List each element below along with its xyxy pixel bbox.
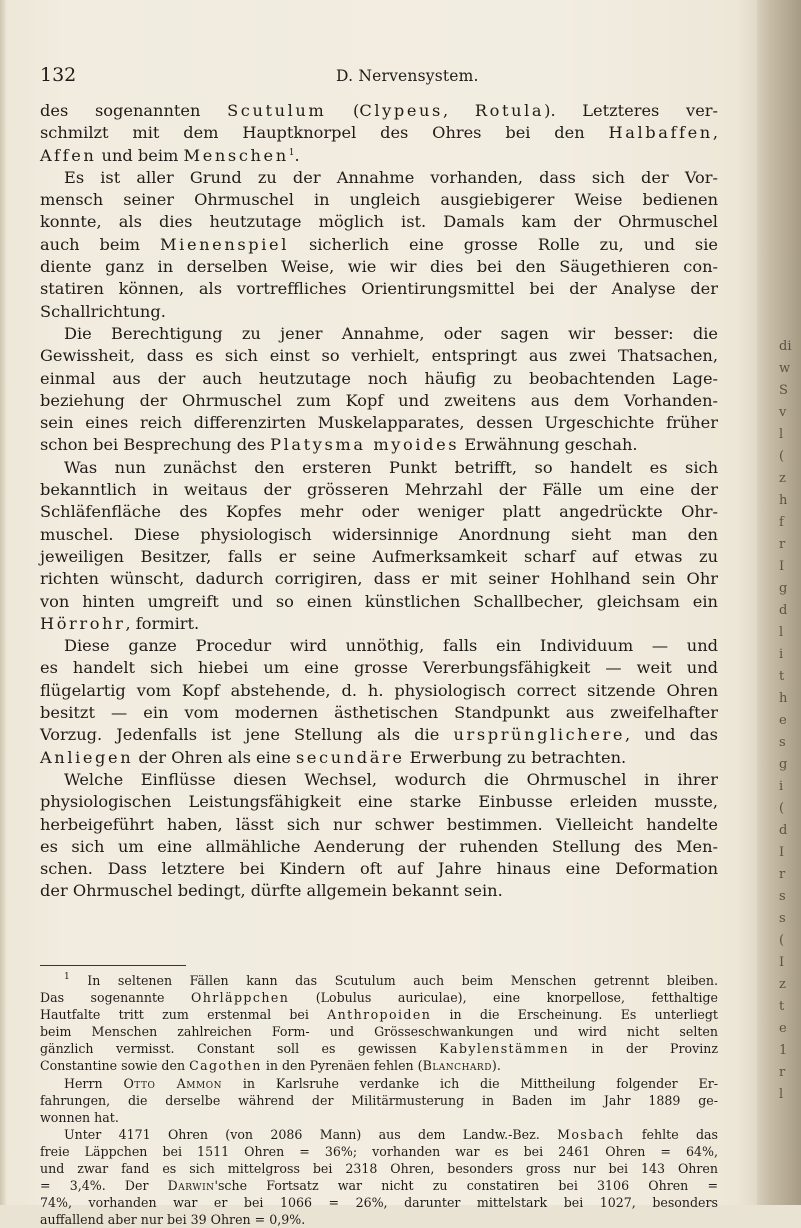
- text-line: es handelt sich hiebei um eine grosse Vererbungsfähigkeit — weit und: [40, 658, 718, 678]
- text-line: von hinten umgreift und so einen künstlichen Schallbecher, gleichsam ein: [40, 591, 718, 611]
- spaced-term: Affen: [40, 145, 97, 165]
- facing-page-fragment: f: [779, 515, 784, 530]
- text-line: und zwar fand es sich mittelgross bei 2318 Ohren, besonders gross nur bei 143 Ohren: [40, 1161, 718, 1177]
- facing-page-fragment: i: [779, 779, 784, 794]
- facing-page-fragment: l: [779, 1087, 784, 1102]
- text-line: schon bei Besprechung des Platysma myoides Erwähnung geschah.: [40, 435, 638, 455]
- spaced-term: Ohrläppchen: [190, 990, 290, 1006]
- text-line: konnte, als dies heutzutage möglich ist. Damals kam der Ohrmuschel: [40, 212, 718, 232]
- text-line: beim Menschen zahlreichen Form- und Grösseschwankungen und wird nicht selten: [40, 1024, 718, 1040]
- spaced-term: Platysma myoides: [270, 435, 460, 455]
- text-line: statiren können, als vortreffliches Orientirungsmittel bei der Analyse der: [40, 279, 718, 299]
- facing-page-fragment: g: [779, 757, 788, 772]
- facing-page-fragment: s: [779, 735, 786, 750]
- footnote: [40, 972, 718, 1075]
- text-line: 74%, vorhanden war er bei 1066 = 26%, darunter mittelstark bei 1027, besonders: [40, 1195, 718, 1211]
- text-line: jeweiligen Besitzer, falls er seine Aufmerksamkeit scharf auf etwas zu: [40, 546, 718, 566]
- spaced-term: Cagothen: [189, 1058, 262, 1074]
- facing-page-fragment: l: [779, 625, 784, 640]
- text-line: des sogenannten Scutulum (Clypeus, Rotula). Letzteres ver-: [40, 101, 718, 120]
- footnote: [40, 1075, 718, 1126]
- text-line: bekanntlich in weitaus der grösseren Mehrzahl der Fälle um eine der: [40, 480, 718, 500]
- text-line: einmal aus der auch heutzutage noch häufig zu beobachtenden Lage-: [40, 368, 718, 388]
- text-line: wonnen hat.: [40, 1109, 119, 1125]
- facing-page-fragment: r: [779, 537, 786, 552]
- facing-page-fragment: t: [779, 669, 785, 684]
- facing-page-fragment: r: [779, 1065, 786, 1080]
- facing-page-fragment: t: [779, 999, 785, 1014]
- text-line: auffallend aber nur bei 39 Ohren = 0,9%.: [40, 1212, 306, 1228]
- facing-page-fragment: z: [779, 977, 786, 992]
- text-line: Es ist aller Grund zu der Annahme vorhanden, dass sich der Vor-: [64, 167, 718, 187]
- facing-page-fragment: e: [779, 713, 787, 728]
- facing-page-fragment: w: [779, 361, 791, 376]
- text-line: = 3,4%. Der Darwin'sche Fortsatz war nicht zu constatiren bei 3106 Ohren =: [40, 1178, 718, 1194]
- facing-page-fragment: I: [779, 845, 785, 860]
- spaced-term: Anliegen: [40, 747, 134, 767]
- paragraph: [40, 457, 718, 635]
- text-line: auch beim Mienenspiel sicherlich eine grosse Rolle zu, und sie: [40, 234, 718, 254]
- facing-page-fragment: z: [779, 471, 786, 486]
- text-line: Schallrichtung.: [40, 301, 166, 321]
- text-line: Herrn Otto Ammon in Karlsruhe verdanke ich die Mittheilung folgender Er-: [64, 1075, 718, 1091]
- spaced-term: Hörrohr: [40, 613, 126, 633]
- text-line: diente ganz in derselben Weise, wie wir dies bei den Säugethieren con-: [40, 257, 718, 277]
- text-line: richten wünscht, dadurch corrigiren, dass er mit seiner Hohlhand sein Ohr: [40, 569, 718, 589]
- footnote-marker: 1: [64, 972, 70, 982]
- facing-page-fragment: I: [779, 955, 785, 970]
- spaced-term: Scutulum: [227, 101, 327, 120]
- paragraph: [40, 323, 718, 457]
- paragraph: [40, 100, 718, 167]
- text-line: besitzt — ein vom modernen ästhetischen Standpunkt aus zweifelhafter: [40, 703, 718, 723]
- spaced-term: ursprünglichere: [453, 725, 626, 745]
- author-name: Darwin: [167, 1178, 215, 1194]
- footnotes: [40, 972, 718, 1228]
- text-line: schmilzt mit dem Hauptknorpel des Ohres bei den Halbaffen,: [40, 123, 718, 143]
- spaced-term: Kabylenstämmen: [439, 1041, 569, 1057]
- text-line: gänzlich vermisst. Constant soll es gewissen Kabylenstämmen in der Provinz: [40, 1041, 718, 1057]
- facing-page-fragment: h: [779, 493, 788, 508]
- facing-page-fragment: d: [779, 603, 788, 618]
- text-line: mensch seiner Ohrmuschel in ungleich ausgiebigerer Weise bedienen: [40, 190, 718, 210]
- facing-page-fragment: e: [779, 1021, 787, 1036]
- facing-page-fragment: s: [779, 889, 786, 904]
- facing-page-fragment: (: [779, 801, 785, 816]
- text-line: herbeigeführt haben, lässt sich nur schwer bestimmen. Vielleicht handelte: [40, 814, 718, 834]
- running-head: D. Nervensystem.: [336, 67, 479, 85]
- text-line: physiologischen Leistungsfähigkeit eine starke Einbusse erleiden musste,: [40, 792, 718, 812]
- spaced-term: Rotula: [474, 101, 545, 120]
- text-line: Anliegen der Ohren als eine secundäre Erwerbung zu betrachten.: [40, 747, 627, 767]
- text-line: schen. Dass letztere bei Kindern oft auf Jahre hinaus eine Deformation: [40, 859, 718, 879]
- spaced-term: Anthropoiden: [327, 1007, 432, 1023]
- footnote: [40, 1126, 718, 1228]
- text-line: Hautfalte tritt zum erstenmal bei Anthropoiden in die Erscheinung. Es unterliegt: [40, 1007, 718, 1023]
- text-line: sein eines reich differenzirten Muskelapparates, dessen Urgeschichte früher: [40, 413, 718, 433]
- page-number: 132: [40, 64, 77, 86]
- spaced-term: Menschen: [183, 145, 289, 165]
- text-line: beziehung der Ohrmuschel zum Kopf und zweitens aus dem Vorhanden-: [40, 390, 718, 410]
- text-line: flügelartig vom Kopf abstehende, d. h. physiologisch correct sitzende Ohren: [40, 680, 718, 700]
- facing-page-fragment: l: [779, 427, 784, 442]
- facing-page-fragment: S: [779, 383, 788, 398]
- author-name: Otto Ammon: [123, 1075, 222, 1091]
- text-line: Schläfenfläche des Kopfes mehr oder weniger platt angedrückte Ohr-: [40, 502, 718, 522]
- facing-page-fragment: r: [779, 867, 786, 882]
- text-line: Welche Einflüsse diesen Wechsel, wodurch die Ohrmuschel in ihrer: [64, 769, 718, 789]
- facing-page-fragment: i: [779, 647, 784, 662]
- text-line: fahrungen, die derselbe während der Militärmusterung in Baden im Jahr 1889 ge-: [40, 1092, 718, 1108]
- facing-page-fragment: (: [779, 933, 785, 948]
- footnote-marker: 1: [288, 147, 295, 158]
- text-line: es sich um eine allmähliche Aenderung der ruhenden Stellung des Men-: [40, 836, 718, 856]
- text-line: Affen und beim Menschen$^1$.: [40, 145, 300, 165]
- text-line: freie Läppchen bei 1511 Ohren = 36%; vorhanden war es bei 2461 Ohren = 64%,: [40, 1143, 718, 1159]
- facing-page-fragment: v: [779, 405, 787, 420]
- body-text: [40, 100, 718, 903]
- facing-page-fragment: (: [779, 449, 785, 464]
- paragraph: [40, 167, 718, 323]
- page-spine-shadow: [0, 0, 6, 1205]
- facing-page-fragment: s: [779, 911, 786, 926]
- text-line: muschel. Diese physiologisch widersinnige Anordnung sieht man den: [40, 524, 718, 544]
- text-line: Das sogenannte Ohrläppchen (Lobulus auriculae), eine knorpellose, fetthaltige: [40, 990, 718, 1006]
- spaced-term: Mienenspiel: [160, 234, 289, 254]
- spaced-term: Halbaffen: [608, 123, 713, 143]
- text-line: Vorzug. Jedenfalls ist jene Stellung als die ursprünglichere, und das: [40, 725, 718, 745]
- footnote-rule: [40, 965, 186, 966]
- facing-page-edge: [757, 0, 801, 1205]
- text-line: Hörrohr, formirt.: [40, 613, 200, 633]
- facing-page-fragment: 1: [779, 1043, 788, 1058]
- spaced-term: secundäre: [295, 747, 405, 767]
- text-line: Diese ganze Procedur wird unnöthig, falls ein Individuum — und: [64, 636, 718, 656]
- author-name: Blanchard: [422, 1058, 492, 1074]
- paragraph: [40, 769, 718, 903]
- spaced-term: Clypeus: [359, 101, 443, 120]
- spaced-term: Mosbach: [557, 1126, 625, 1142]
- facing-page-fragment: d: [779, 823, 788, 838]
- facing-page-fragment: I: [779, 559, 785, 574]
- facing-page-fragment: di: [779, 339, 792, 354]
- text-line: der Ohrmuschel bedingt, dürfte allgemein bekannt sein.: [40, 881, 503, 901]
- text-line: Constantine sowie den Cagothen in den Pyrenäen fehlen (Blanchard).: [40, 1058, 501, 1074]
- facing-page-fragment: h: [779, 691, 788, 706]
- facing-page-fragment: g: [779, 581, 788, 596]
- text-line: $^1$ In seltenen Fällen kann das Scutulum auch beim Menschen getrennt bleiben.: [64, 972, 718, 988]
- text-line: Unter 4171 Ohren (von 2086 Mann) aus dem Landw.-Bez. Mosbach fehlte das: [64, 1126, 719, 1142]
- text-line: Gewissheit, dass es sich einst so verhielt, entspringt aus zwei Thatsachen,: [40, 346, 718, 366]
- text-line: Was nun zunächst den ersteren Punkt betrifft, so handelt es sich: [64, 457, 718, 477]
- paragraph: [40, 635, 718, 769]
- text-line: Die Berechtigung zu jener Annahme, oder sagen wir besser: die: [64, 323, 718, 343]
